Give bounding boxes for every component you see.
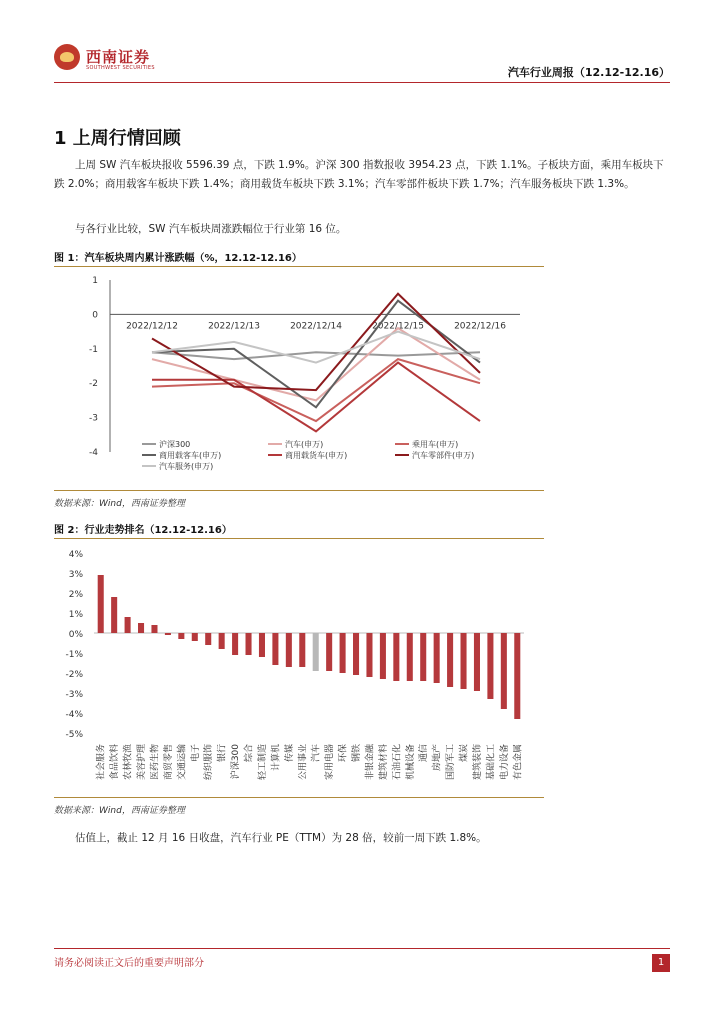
bar bbox=[340, 633, 346, 673]
brand-logo bbox=[54, 44, 164, 78]
x-tick-label: 2022/12/13 bbox=[208, 321, 260, 332]
bar bbox=[178, 633, 184, 639]
x-tick-label: 公用事业 bbox=[298, 744, 309, 781]
bar bbox=[434, 633, 440, 683]
page-number: 1 bbox=[652, 954, 670, 972]
figure1-source: 数据来源：Wind，西南证券整理 bbox=[54, 499, 185, 509]
figure2-title: 图 2：行业走势排名（12.12-12.16） bbox=[54, 525, 232, 536]
legend-label: 汽车(申万) bbox=[285, 440, 324, 449]
x-tick-label: 电子 bbox=[190, 744, 201, 763]
x-tick-label: 基础化工 bbox=[486, 744, 497, 781]
bar bbox=[286, 633, 292, 667]
x-tick-label: 房地产 bbox=[432, 744, 443, 772]
logo-name-cn: 西南证券 bbox=[86, 48, 151, 66]
x-tick-label: 建筑材料 bbox=[378, 744, 389, 781]
x-tick-label: 石油石化 bbox=[392, 744, 403, 781]
y-tick-label: 4% bbox=[68, 550, 83, 560]
x-tick-label: 传媒 bbox=[284, 744, 295, 763]
paragraph-industry-compare: 与各行业比较，SW 汽车板块周涨跌幅位于行业第 16 位。 bbox=[75, 223, 347, 235]
figure2-source: 数据来源：Wind，西南证券整理 bbox=[54, 806, 185, 816]
y-tick-label: -1 bbox=[89, 344, 98, 355]
bar bbox=[407, 633, 413, 681]
bar bbox=[192, 633, 198, 641]
bar bbox=[138, 623, 144, 633]
bar bbox=[219, 633, 225, 649]
y-tick-label: 0 bbox=[92, 310, 98, 321]
figure1-title: 图 1：汽车板块周内累计涨跌幅（%，12.12-12.16） bbox=[54, 253, 302, 264]
logo-name-en: SOUTHWEST SECURITIES bbox=[86, 65, 155, 71]
x-tick-label: 家用电器 bbox=[325, 744, 336, 781]
bar bbox=[272, 633, 278, 665]
paragraph-valuation: 估值上，截止 12 月 16 日收盘，汽车行业 PE（TTM）为 28 倍，较前一周下跌 1.8%。 bbox=[75, 832, 487, 844]
y-tick-label: -1% bbox=[65, 650, 83, 660]
legend-label: 汽车零部件(申万) bbox=[412, 451, 475, 460]
industry-bar-chart bbox=[54, 542, 534, 792]
x-tick-label: 钢铁 bbox=[352, 744, 363, 763]
bar bbox=[98, 575, 104, 633]
y-tick-label: -2% bbox=[65, 670, 83, 680]
bar bbox=[501, 633, 507, 709]
bar bbox=[420, 633, 426, 681]
bar bbox=[380, 633, 386, 679]
x-tick-label: 轻工制造 bbox=[257, 744, 268, 781]
bar bbox=[447, 633, 453, 687]
y-tick-label: 0% bbox=[68, 630, 83, 640]
y-tick-label: -5% bbox=[65, 730, 83, 740]
y-tick-label: -2 bbox=[89, 379, 98, 390]
bar bbox=[259, 633, 265, 657]
x-tick-label: 通信 bbox=[419, 744, 430, 763]
x-tick-label: 食品饮料 bbox=[110, 744, 121, 781]
logo-emblem-icon bbox=[54, 44, 80, 70]
y-tick-label: -3 bbox=[89, 413, 98, 424]
x-tick-label: 综合 bbox=[244, 744, 255, 763]
bar bbox=[366, 633, 372, 677]
legend-label: 沪深300 bbox=[159, 440, 191, 449]
x-tick-label: 建筑装饰 bbox=[472, 744, 483, 781]
y-tick-label: 1% bbox=[68, 610, 83, 620]
figure1-bottom-rule bbox=[54, 490, 544, 491]
bar bbox=[514, 633, 520, 719]
bar bbox=[313, 633, 319, 671]
legend-label: 汽车服务(申万) bbox=[159, 462, 214, 471]
bar bbox=[487, 633, 493, 699]
bar bbox=[326, 633, 332, 671]
figure1-top-rule bbox=[54, 266, 544, 267]
bar bbox=[151, 625, 157, 633]
bar bbox=[246, 633, 252, 655]
header-divider bbox=[54, 82, 670, 83]
legend-label: 商用载客车(申万) bbox=[159, 451, 222, 460]
x-tick-label: 非银金融 bbox=[365, 744, 376, 781]
x-tick-label: 纺织服饰 bbox=[204, 744, 215, 781]
series-line-6 bbox=[152, 332, 480, 363]
y-tick-label: 2% bbox=[68, 590, 83, 600]
x-tick-label: 交通运输 bbox=[177, 744, 188, 781]
y-tick-label: -4% bbox=[65, 710, 83, 720]
figure2-bottom-rule bbox=[54, 797, 544, 798]
x-tick-label: 汽车 bbox=[311, 744, 322, 763]
y-tick-label: 3% bbox=[68, 570, 83, 580]
x-tick-label: 2022/12/16 bbox=[454, 321, 506, 332]
y-tick-label: 1 bbox=[92, 276, 98, 286]
series-line-0 bbox=[152, 352, 480, 359]
bar bbox=[353, 633, 359, 675]
x-tick-label: 美容护理 bbox=[137, 744, 148, 781]
y-tick-label: -3% bbox=[65, 690, 83, 700]
bar bbox=[111, 597, 117, 633]
footer-disclaimer: 请务必阅读正文后的重要声明部分 bbox=[54, 958, 204, 969]
bar bbox=[393, 633, 399, 681]
x-tick-label: 社会服务 bbox=[96, 744, 107, 781]
bar bbox=[232, 633, 238, 655]
legend-label: 商用载货车(申万) bbox=[285, 451, 348, 460]
sector-line-chart bbox=[60, 268, 530, 483]
x-tick-label: 国防军工 bbox=[446, 744, 457, 781]
bar bbox=[299, 633, 305, 667]
x-tick-label: 电力设备 bbox=[499, 744, 510, 781]
x-tick-label: 商贸零售 bbox=[163, 744, 174, 781]
bar bbox=[165, 633, 171, 635]
bar bbox=[461, 633, 467, 689]
bar bbox=[125, 617, 131, 633]
x-tick-label: 2022/12/12 bbox=[126, 321, 178, 332]
x-tick-label: 医药生物 bbox=[150, 744, 161, 781]
x-tick-label: 2022/12/14 bbox=[290, 321, 342, 332]
x-tick-label: 环保 bbox=[338, 744, 349, 763]
x-tick-label: 机械设备 bbox=[405, 744, 416, 781]
report-title: 汽车行业周报（12.12-12.16） bbox=[507, 66, 670, 79]
x-tick-label: 计算机 bbox=[271, 744, 282, 772]
footer-divider bbox=[54, 948, 670, 949]
legend-label: 乘用车(申万) bbox=[412, 440, 459, 449]
bar bbox=[205, 633, 211, 645]
y-tick-label: -4 bbox=[89, 448, 98, 458]
x-tick-label: 沪深300 bbox=[231, 744, 242, 780]
x-tick-label: 农林牧渔 bbox=[123, 744, 134, 781]
bar bbox=[474, 633, 480, 691]
x-tick-label: 有色金属 bbox=[513, 744, 524, 781]
section-title: 1 上周行情回顾 bbox=[54, 128, 181, 149]
paragraph-market-review: 上周 SW 汽车板块报收 5596.39 点，下跌 1.9%。沪深 300 指数报收 3954.23 点，下跌 1.1%。子板块方面，乘用车板块下跌 2.0%；商用载客车板块下跌 1.4%；商用载货车板块下跌 3.1%；汽车零部件板块下跌 1.7%；汽车服务板块下跌 1.3%。 bbox=[54, 159, 664, 190]
x-tick-label: 煤炭 bbox=[459, 744, 470, 763]
x-tick-label: 2022/12/15 bbox=[372, 321, 424, 332]
figure2-top-rule bbox=[54, 538, 544, 539]
x-tick-label: 银行 bbox=[217, 744, 228, 763]
